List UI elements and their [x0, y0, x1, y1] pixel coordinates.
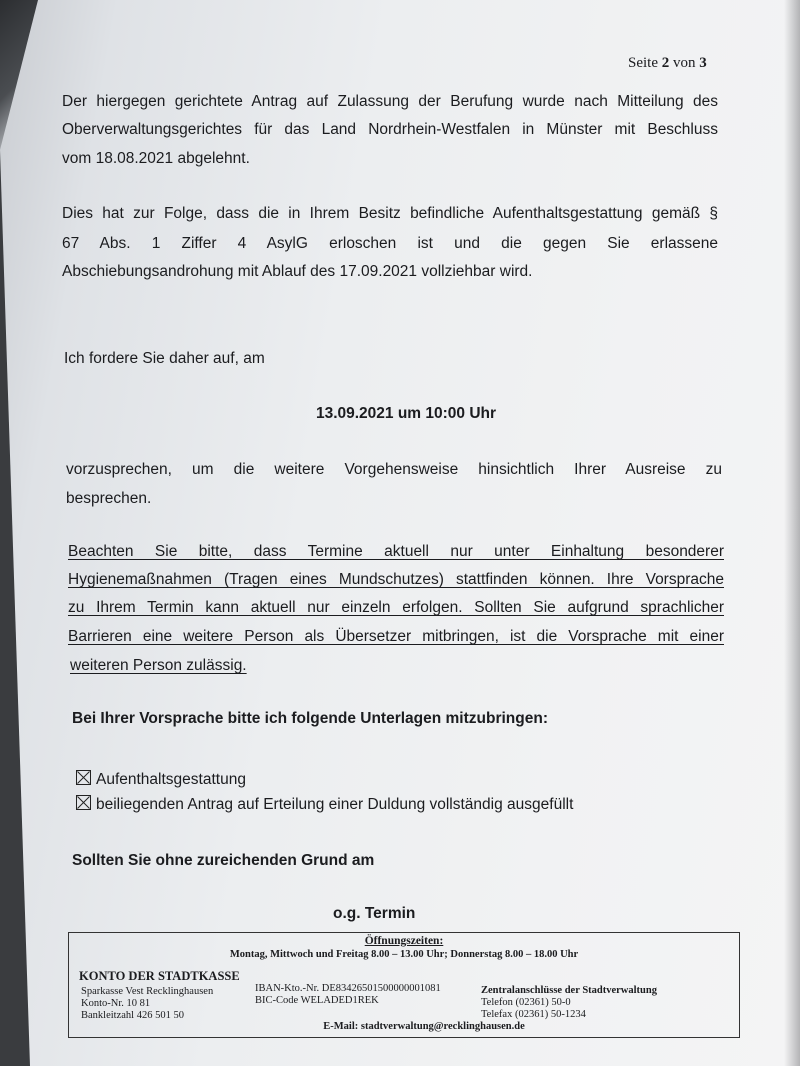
footer-box [68, 932, 740, 1038]
paragraph3-line1: vorzusprechen, um die weitere Vorgehensweise hinsichtlich Ihrer Ausreise zu [66, 461, 722, 478]
term-line: o.g. Termin [333, 905, 416, 922]
notice-line1: Beachten Sie bitte, dass Termine aktuell nur unter Einhaltung besonderer [68, 543, 724, 560]
account-number: Konto-Nr. 10 81 [81, 998, 151, 1009]
central-title: Zentralanschlüsse der Stadtverwaltung [481, 985, 657, 996]
hours-text: Montag, Mittwoch und Freitag 8.00 – 13.00 Uhr; Donnerstag 8.00 – 18.00 Uhr [229, 949, 579, 960]
paragraph1-line1: Der hiergegen gerichtete Antrag auf Zulassung der Berufung wurde nach Mitteilung des [62, 93, 718, 110]
bic: BIC-Code WELADED1REK [255, 995, 379, 1006]
phone: Telefon (02361) 50-0 [481, 997, 571, 1008]
notice-line5: weiteren Person zulässig. [70, 657, 247, 674]
iban: IBAN-Kto.-Nr. DE83426501500000001081 [255, 983, 441, 994]
page-current: 2 [661, 55, 670, 71]
documents-heading: Bei Ihrer Vorsprache bitte ich folgende Unterlagen mitzubringen: [72, 710, 548, 727]
bank-name: Sparkasse Vest Recklinghausen [81, 986, 214, 997]
document-item-1 [76, 770, 246, 789]
appointment-date: 13.09.2021 um 10:00 Uhr [315, 405, 497, 422]
notice-line4: Barrieren eine weitere Person als Übersetzer mitbringen, ist die Vorsprache mit einer [68, 628, 724, 645]
page-total: 3 [699, 55, 707, 71]
page-number [628, 55, 707, 72]
paragraph2-line3: Abschiebungsandrohung mit Ablauf des 17.09.2021 vollziehbar wird. [62, 263, 533, 280]
paragraph1-line2: Oberverwaltungsgerichtes für das Land Nordrhein-Westfalen in Münster mit Beschluss [62, 121, 718, 138]
page-prefix: Seite [628, 55, 658, 71]
paragraph1-line3: vom 18.08.2021 abgelehnt. [62, 150, 250, 167]
checked-box-icon [76, 770, 91, 785]
paragraph2-line2: 67 Abs. 1 Ziffer 4 AsylG erloschen ist und die gegen Sie erlassene [62, 235, 718, 252]
page-sep: von [673, 55, 696, 71]
paragraph3-line2: besprechen. [66, 490, 152, 507]
checked-box-icon [76, 795, 91, 810]
notice-line3: zu Ihrem Termin kann aktuell nur einzeln erfolgen. Sollten Sie aufgrund sprachlicher [68, 599, 724, 616]
warning-line: Sollten Sie ohne zureichenden Grund am [72, 852, 375, 869]
bank-code: Bankleitzahl 426 501 50 [81, 1010, 184, 1021]
document-item-2 [76, 795, 573, 814]
request-line: Ich fordere Sie daher auf, am [64, 350, 265, 367]
account-title: KONTO DER STADTKASSE [79, 969, 240, 983]
document-item-label: beiliegenden Antrag auf Erteilung einer Duldung vollständig ausgefüllt [96, 796, 574, 813]
paragraph2-line1: Dies hat zur Folge, dass die in Ihrem Besitz befindliche Aufenthaltsgestattung gemäß § [62, 205, 718, 222]
email-link[interactable]: E-Mail: stadtverwaltung@recklinghausen.de [323, 1021, 525, 1032]
page-edge-shadow [784, 0, 800, 1066]
fax: Telefax (02361) 50-1234 [481, 1009, 586, 1020]
hours-title: Öffnungszeiten: [364, 935, 444, 947]
notice-line2: Hygienemaßnahmen (Tragen eines Mundschutzes) stattfinden können. Ihre Vorsprache [68, 571, 724, 588]
document-item-label: Aufenthaltsgestattung [96, 771, 246, 788]
